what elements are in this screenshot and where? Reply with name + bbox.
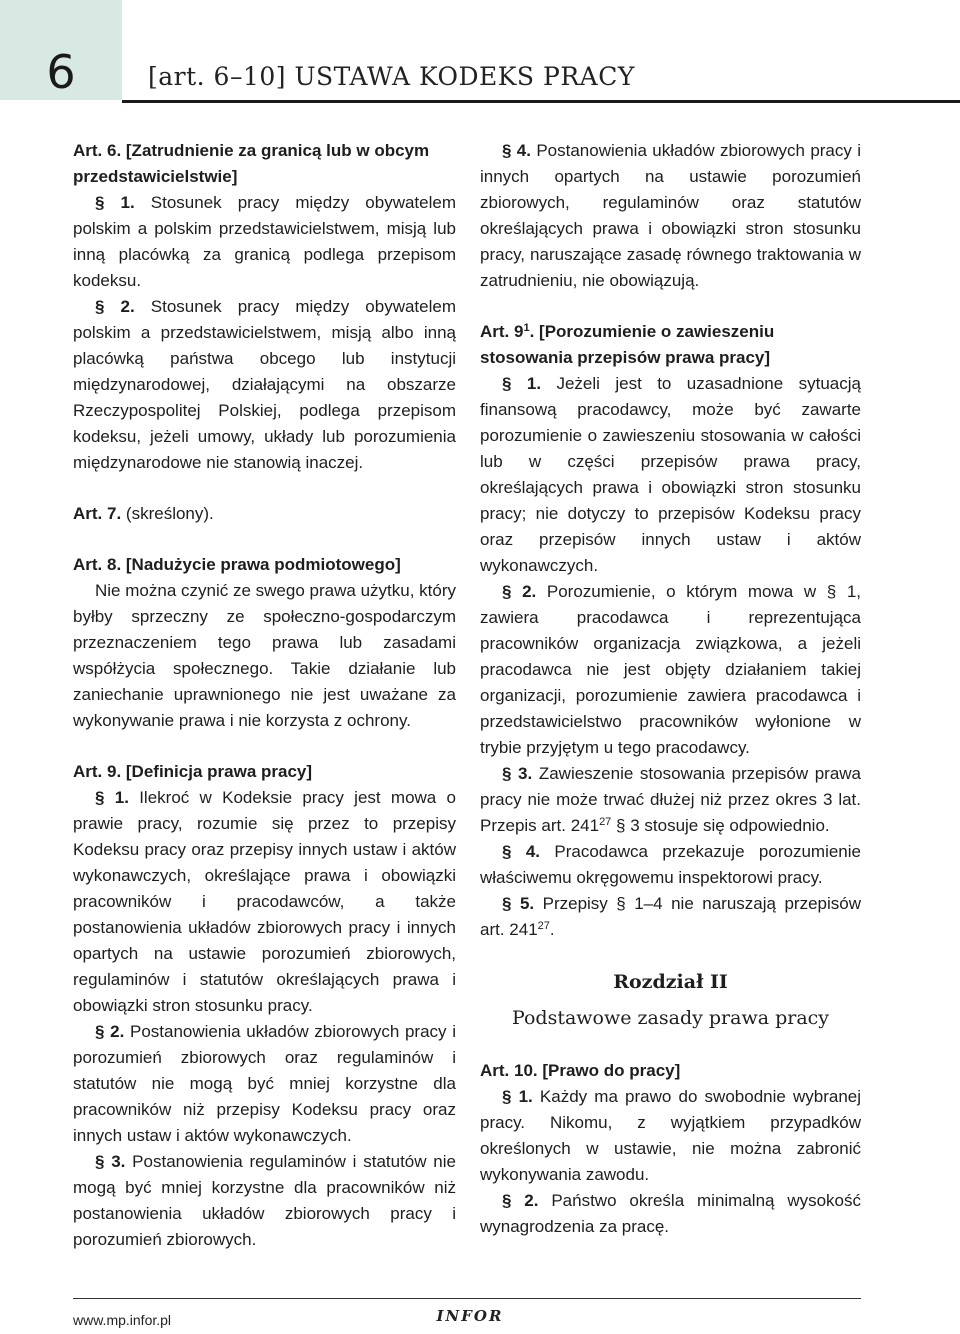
page-number-box (0, 0, 122, 100)
paragraph-text: . (549, 920, 555, 939)
superscript: 27 (537, 920, 550, 932)
paragraph-text: Postanowienia regulaminów i statutów nie mogą być mniej korzystne dla pracowników niż postanowienia układów zbiorowych pracy i porozumień zbiorowych. (73, 1152, 456, 1249)
paragraph-text: Pracodawca przekazuje porozumienie właściwemu okręgowemu inspektorowi pracy. (480, 842, 861, 887)
article-heading: Art. 9. [Definicja prawa pracy] (73, 762, 313, 781)
paragraph (73, 1149, 456, 1253)
paragraph (480, 761, 861, 839)
paragraph-text: Jeżeli jest to uzasadnione sytuacją finansową pracodawcy, może być zawarte porozumienie o zawieszeniu stosowania w całości lub w części przepisów prawa pracy, określających prawa i obowiązki stron stosunku pracy; nie dotyczy to przepisów Kodeksu pracy oraz przepisów innych ustaw i aktów wykonawczych. (480, 374, 861, 575)
paragraph (73, 578, 456, 734)
paragraph-text: Stosunek pracy między obywatelem polskim a polskim przedstawicielstwem, misją lub inną placówką za granicą podlega przepisom kodeksu. (73, 193, 456, 290)
article-heading: Art. 6. [Zatrudnienie za granicą lub w obcym przedstawicielstwie] (73, 141, 430, 186)
paragraph-text: Postanowienia układów zbiorowych pracy i porozumień zbiorowych oraz regulaminów i statutów nie mogą być mniej korzystne dla pracowników niż przepisy Kodeksu pracy oraz innych ustaw i aktów wykonawczych. (73, 1022, 456, 1145)
paragraph-sign: § 2. (95, 1022, 125, 1041)
paragraph (480, 1188, 861, 1240)
paragraph-sign: § 3. (502, 764, 533, 783)
paragraph-sign: § 2. (502, 1191, 539, 1210)
paragraph-text: Ilekroć w Kodeksie pracy jest mowa o prawie pracy, rozumie się przez to przepisy Kodeksu pracy oraz przepisy innych ustaw i aktów wykonawczych, określające prawa i obowiązki pracowników i pracodawców, a także postanowienia układów zbiorowych pracy i innych opartych na ustawie porozumień zbiorowych, regulaminów i statutów określających prawa i obowiązki stron stosunku pracy. (73, 788, 457, 1015)
chapter-subtitle: Podstawowe zasady prawa pracy (511, 1007, 830, 1029)
chapter-heading (480, 967, 861, 1033)
article-label: Art. 9 (480, 322, 524, 341)
paragraph (73, 190, 456, 294)
article-label: Art. 7. (73, 504, 122, 523)
article-heading: Art. 10. [Prawo do pracy] (480, 1061, 681, 1080)
article-heading: Art. 8. [Nadużycie prawa podmiotowego] (73, 555, 401, 574)
paragraph-sign: § 1. (95, 788, 129, 807)
article-heading (480, 319, 861, 371)
paragraph-sign: § 4. (502, 141, 531, 160)
paragraph-text: Nie można czynić ze swego prawa użytku, który byłby sprzeczny ze społeczno-gospodarczym przeznaczeniem tego prawa lub zasadami współżycia społecznego. Takie działanie lub zaniechanie uprawnionego nie jest uważane za wykonywanie prawa i nie korzysta z ochrony. (73, 581, 456, 730)
chapter-title: Rozdział II (613, 971, 728, 993)
paragraph-text: § 3 stosuje się odpowiednio. (611, 816, 830, 835)
paragraph-sign: § 3. (95, 1152, 126, 1171)
paragraph-sign: § 2. (95, 297, 135, 316)
paragraph-text: Postanowienia układów zbiorowych pracy i innych opartych na ustawie porozumień zbiorowych, regulaminów oraz statutów określających prawa i obowiązki stron stosunku pracy, naruszające zasadę równego traktowania w zatrudnieniu, nie obowiązują. (480, 141, 862, 290)
running-header: [art. 6–10] USTAWA KODEKS PRACY (148, 62, 635, 91)
article-superscript: 1 (523, 322, 530, 334)
paragraph-text: Porozumienie, o którym mowa w § 1, zawiera pracodawca i reprezentująca pracowników organizacja związkowa, a jeżeli pracodawca nie jest objęty działaniem takiej organizacji, porozumienie zawiera pracodawca i przedstawicielstwo pracowników wyłonione w trybie przyjętym u tego pracodawcy. (480, 582, 861, 757)
header-rule (122, 100, 960, 103)
paragraph-sign: § 2. (502, 582, 537, 601)
paragraph (73, 501, 456, 527)
paragraph-sign: § 5. (502, 894, 535, 913)
article-9-continued (480, 138, 861, 294)
footer-url[interactable]: www.mp.infor.pl (73, 1312, 172, 1328)
paragraph (480, 579, 861, 761)
article-7 (73, 501, 456, 527)
paragraph (480, 138, 861, 294)
superscript: 27 (599, 816, 612, 828)
article-6 (73, 138, 456, 476)
paragraph-sign: § 1. (95, 193, 135, 212)
paragraph-sign: § 4. (502, 842, 541, 861)
paragraph-text: Państwo określa minimalną wysokość wynagrodzenia za pracę. (480, 1191, 862, 1236)
right-column (480, 138, 861, 1240)
paragraph-sign: § 1. (502, 1087, 533, 1106)
paragraph-text: Zawieszenie stosowania przepisów prawa pracy nie może trwać dłużej niż przez okres 3 lat. Przepis art. 241 (480, 764, 861, 835)
paragraph (480, 1084, 861, 1188)
article-9 (73, 759, 456, 1253)
footer-rule (73, 1298, 861, 1299)
paragraph (73, 785, 456, 1019)
paragraph-sign: § 1. (502, 374, 542, 393)
paragraph-text: Stosunek pracy między obywatelem polskim a przedstawicielstwem, misją albo inną placówką państwa obcego lub instytucji międzynarodowej, działającymi na obszarze Rzeczypospolitej Polskiej, podlega przepisom kodeksu, jeżeli umowy, układy lub porozumienia międzynarodowe nie stanowią inaczej. (73, 297, 456, 472)
paragraph-text: Każdy ma prawo do swobodnie wybranej pracy. Nikomu, z wyjątkiem przypadków określonych w ustawie, nie można zabronić wykonywania zawodu. (480, 1087, 862, 1184)
publisher-logo: INFOR (420, 1303, 520, 1329)
article-8 (73, 552, 456, 734)
article-9-1 (480, 319, 861, 943)
paragraph (73, 1019, 456, 1149)
paragraph-text: Przepisy § 1–4 nie naruszają przepisów art. 241 (480, 894, 861, 939)
article-10 (480, 1058, 861, 1240)
page-number: 6 (46, 45, 76, 99)
paragraph (480, 839, 861, 891)
paragraph-text: (skreślony). (121, 504, 214, 523)
left-column (73, 138, 456, 1253)
paragraph (480, 891, 861, 943)
paragraph (73, 294, 456, 476)
paragraph (480, 371, 861, 579)
article-title: . [Porozumienie o zawieszeniu stosowania przepisów prawa pracy] (480, 322, 775, 367)
